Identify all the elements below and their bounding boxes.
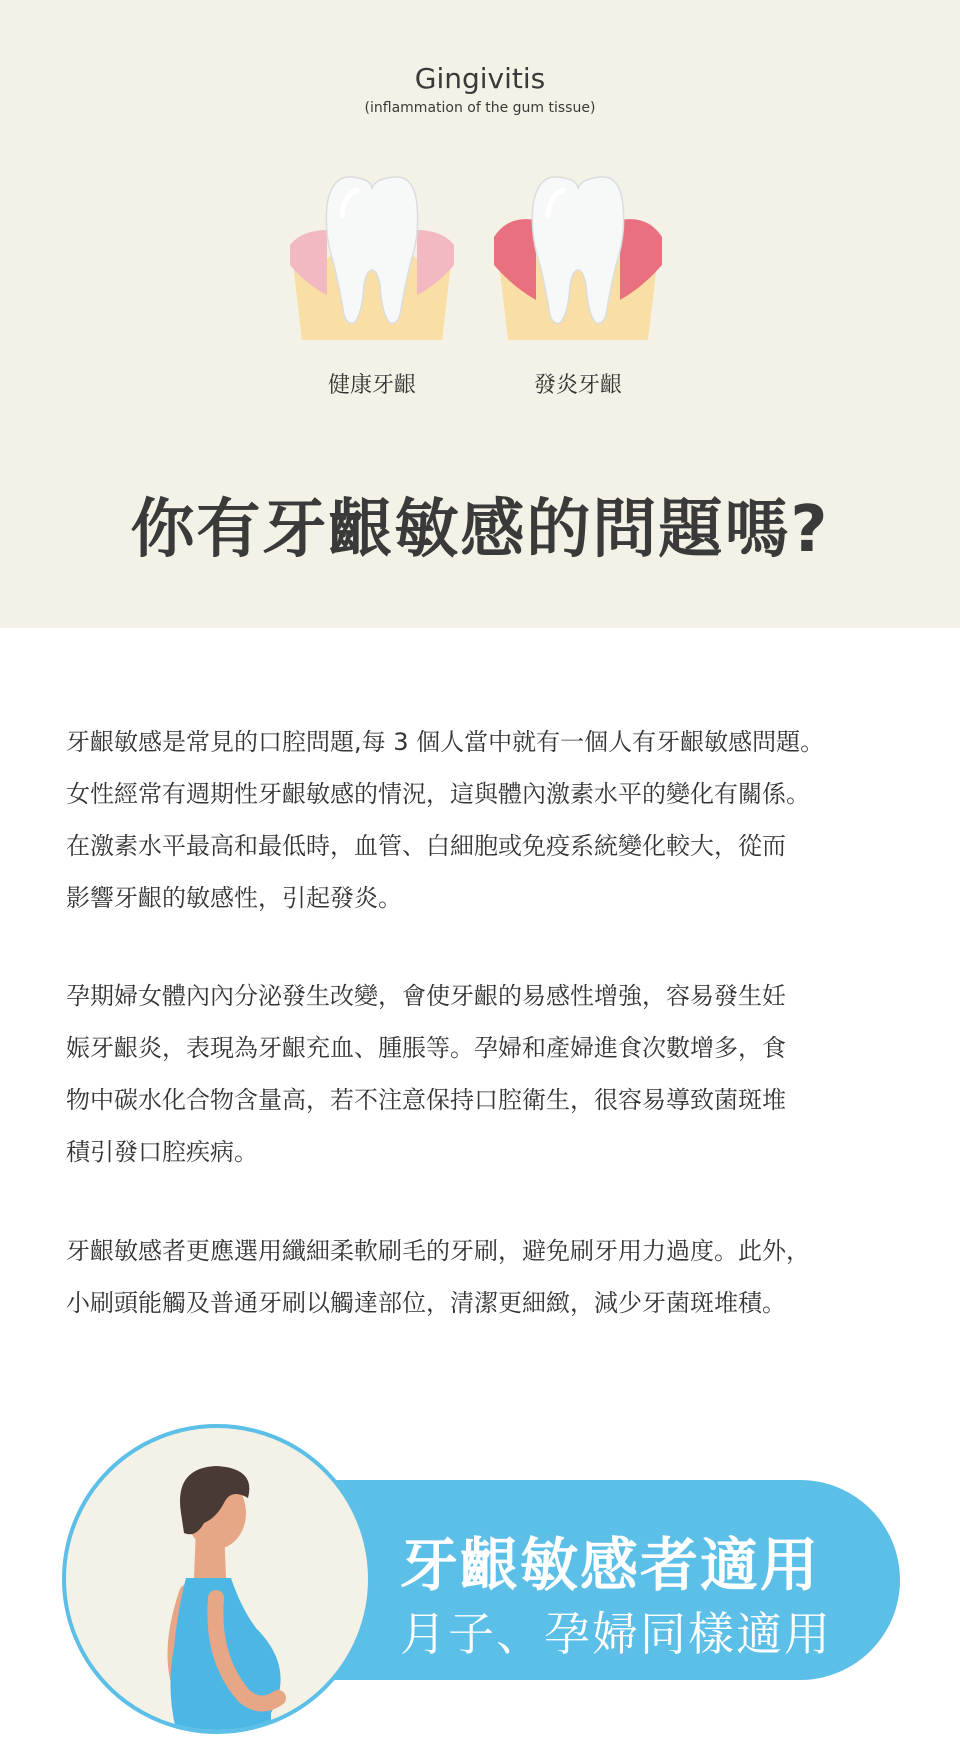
paragraph-line: 在激素水平最高和最低時，血管、白細胞或免疫系統變化較大，從而	[66, 832, 786, 860]
paragraph-line: 孕期婦女體內內分泌發生改變，會使牙齦的易感性增強，容易發生妊	[66, 982, 786, 1010]
paragraph-3	[66, 1225, 906, 1329]
paragraph-line: 娠牙齦炎，表現為牙齦充血、腫脹等。孕婦和產婦進食次數增多，食	[66, 1034, 786, 1062]
paragraph-2	[66, 970, 906, 1178]
paragraph-line: 小刷頭能觸及普通牙刷以觸達部位，清潔更細緻，減少牙菌斑堆積。	[66, 1289, 786, 1317]
pregnant-woman-badge	[62, 1424, 372, 1734]
healthy-gum-label: 健康牙齦	[327, 373, 416, 398]
page-headline: 你有牙齦敏感的問題嗎?	[130, 493, 830, 567]
paragraph-line: 積引發口腔疾病。	[66, 1138, 258, 1166]
paragraph-line: 牙齦敏感是常見的口腔問題,每 3 個人當中就有一個人有牙齦敏感問題。	[66, 728, 825, 756]
banner-title: 牙齦敏感者適用	[400, 1531, 821, 1599]
diagram-title: Gingivitis	[414, 62, 546, 95]
paragraph-line: 影響牙齦的敏感性，引起發炎。	[66, 884, 402, 912]
inflamed-tooth-illustration	[488, 175, 668, 347]
healthy-tooth-illustration	[282, 175, 462, 347]
paragraph-line: 物中碳水化合物含量高，若不注意保持口腔衛生，很容易導致菌斑堆	[66, 1086, 786, 1114]
paragraph-line: 牙齦敏感者更應選用纖細柔軟刷毛的牙刷，避免刷牙用力過度。此外，	[66, 1237, 810, 1265]
banner-subtitle: 月子、孕婦同樣適用	[400, 1607, 832, 1661]
paragraph-1	[66, 716, 906, 924]
inflamed-gum-label: 發炎牙齦	[533, 373, 622, 398]
diagram-subtitle: (inflammation of the gum tissue)	[364, 100, 596, 116]
paragraph-line: 女性經常有週期性牙齦敏感的情況，這與體內激素水平的變化有關係。	[66, 780, 810, 808]
pregnant-woman-illustration	[66, 1428, 368, 1730]
hero-section	[0, 0, 960, 628]
